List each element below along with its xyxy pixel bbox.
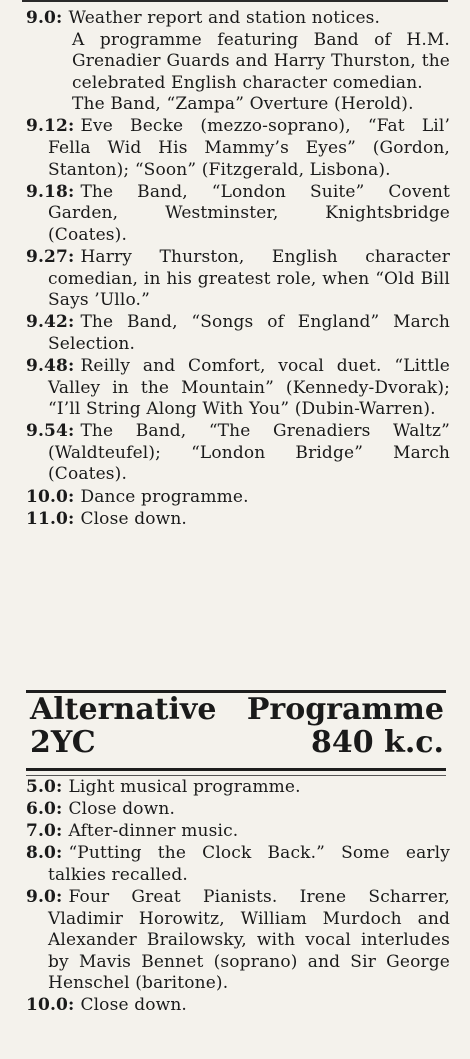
entry-text: Close down. (68, 799, 175, 820)
entry-text: “Putting the Clock Back.” Some early talkies recalled. (48, 843, 450, 885)
schedule-entry (26, 182, 450, 247)
schedule-entry (26, 421, 450, 486)
alternative-schedule (26, 777, 450, 1018)
entry-time: 9.42: (26, 312, 75, 333)
entry-time: 7.0: (26, 821, 63, 842)
schedule-entry (26, 8, 450, 116)
schedule-entry (26, 312, 450, 355)
station-name: Alternative (30, 692, 217, 727)
entry-time: 9.18: (26, 181, 75, 202)
schedule-entry (26, 821, 450, 843)
schedule-entry (26, 843, 450, 886)
schedule-entry (26, 487, 450, 509)
entry-time: 9.0: (26, 8, 63, 28)
entry-text: Four Great Pianists. Irene Scharrer, Vladimir Horowitz, William Murdoch and Alexander Brailowsky, with vocal interludes by Mavis Bennet (soprano) and Sir George Henschel (baritone). (48, 886, 450, 994)
station-call-sign: 2YC (30, 725, 96, 760)
entry-note: The Band, “Zampa” Overture (Herold). (72, 94, 414, 115)
schedule-entry (26, 247, 450, 312)
entry-text: Close down. (80, 995, 187, 1016)
schedule-entry (26, 777, 450, 799)
schedule-entry (26, 116, 450, 181)
program-title: Programme (246, 692, 444, 727)
schedule-entry (26, 995, 450, 1017)
schedule-entry (26, 799, 450, 821)
entry-text: The Band, “The Grenadiers Waltz” (Waldteufel); “London Bridge” March (Coates). (48, 421, 450, 485)
entry-text: Light musical programme. (68, 777, 301, 797)
schedule-entry (26, 887, 450, 995)
entry-text: Close down. (80, 508, 187, 529)
entry-text: The Band, “London Suite” Covent Garden, Westminster, Knightsbridge (Coates). (48, 181, 450, 245)
entry-time: 9.0: (26, 886, 63, 907)
main-schedule (26, 8, 450, 531)
entry-text: The Band, “Songs of England” March Selection. (48, 312, 450, 354)
header-underline (26, 775, 446, 776)
entry-time: 9.54: (26, 421, 75, 442)
entry-text: Reilly and Comfort, vocal duet. “Little Valley in the Mountain” (Kennedy-Dvorak); “I’ll String Along With You” (Dubin-Warren). (48, 356, 450, 420)
entry-time: 11.0: (26, 508, 75, 529)
entry-time: 5.0: (26, 777, 63, 797)
entry-time: 8.0: (26, 843, 63, 864)
entry-note: A programme featuring Band of H.M. Grenadier Guards and Harry Thurston, the celebrated English character comedian. (72, 29, 450, 93)
station-frequency: 840 k.c. (310, 725, 444, 760)
entry-time: 6.0: (26, 799, 63, 820)
entry-text: After-dinner music. (68, 821, 239, 842)
entry-text: Harry Thurston, English character comedian, in his greatest role, when “Old Bill Says ’Ullo.” (48, 247, 450, 311)
entry-time: 9.48: (26, 356, 75, 376)
entry-time: 10.0: (26, 995, 75, 1016)
entry-text: Eve Becke (mezzo-soprano), “Fat Lil’ Fella Wid His Mammy’s Eyes” (Gordon, Stanton); “Soon” (Fitzgerald, Lisbona). (48, 116, 450, 180)
entry-text: Weather report and station notices. (68, 8, 381, 28)
entry-time: 9.27: (26, 247, 75, 268)
entry-time: 9.12: (26, 116, 75, 137)
schedule-entry (26, 509, 450, 531)
entry-time: 10.0: (26, 486, 75, 507)
entry-text: Dance programme. (80, 486, 249, 507)
station-section-header (26, 690, 446, 771)
schedule-entry (26, 356, 450, 421)
top-rule (22, 0, 448, 2)
